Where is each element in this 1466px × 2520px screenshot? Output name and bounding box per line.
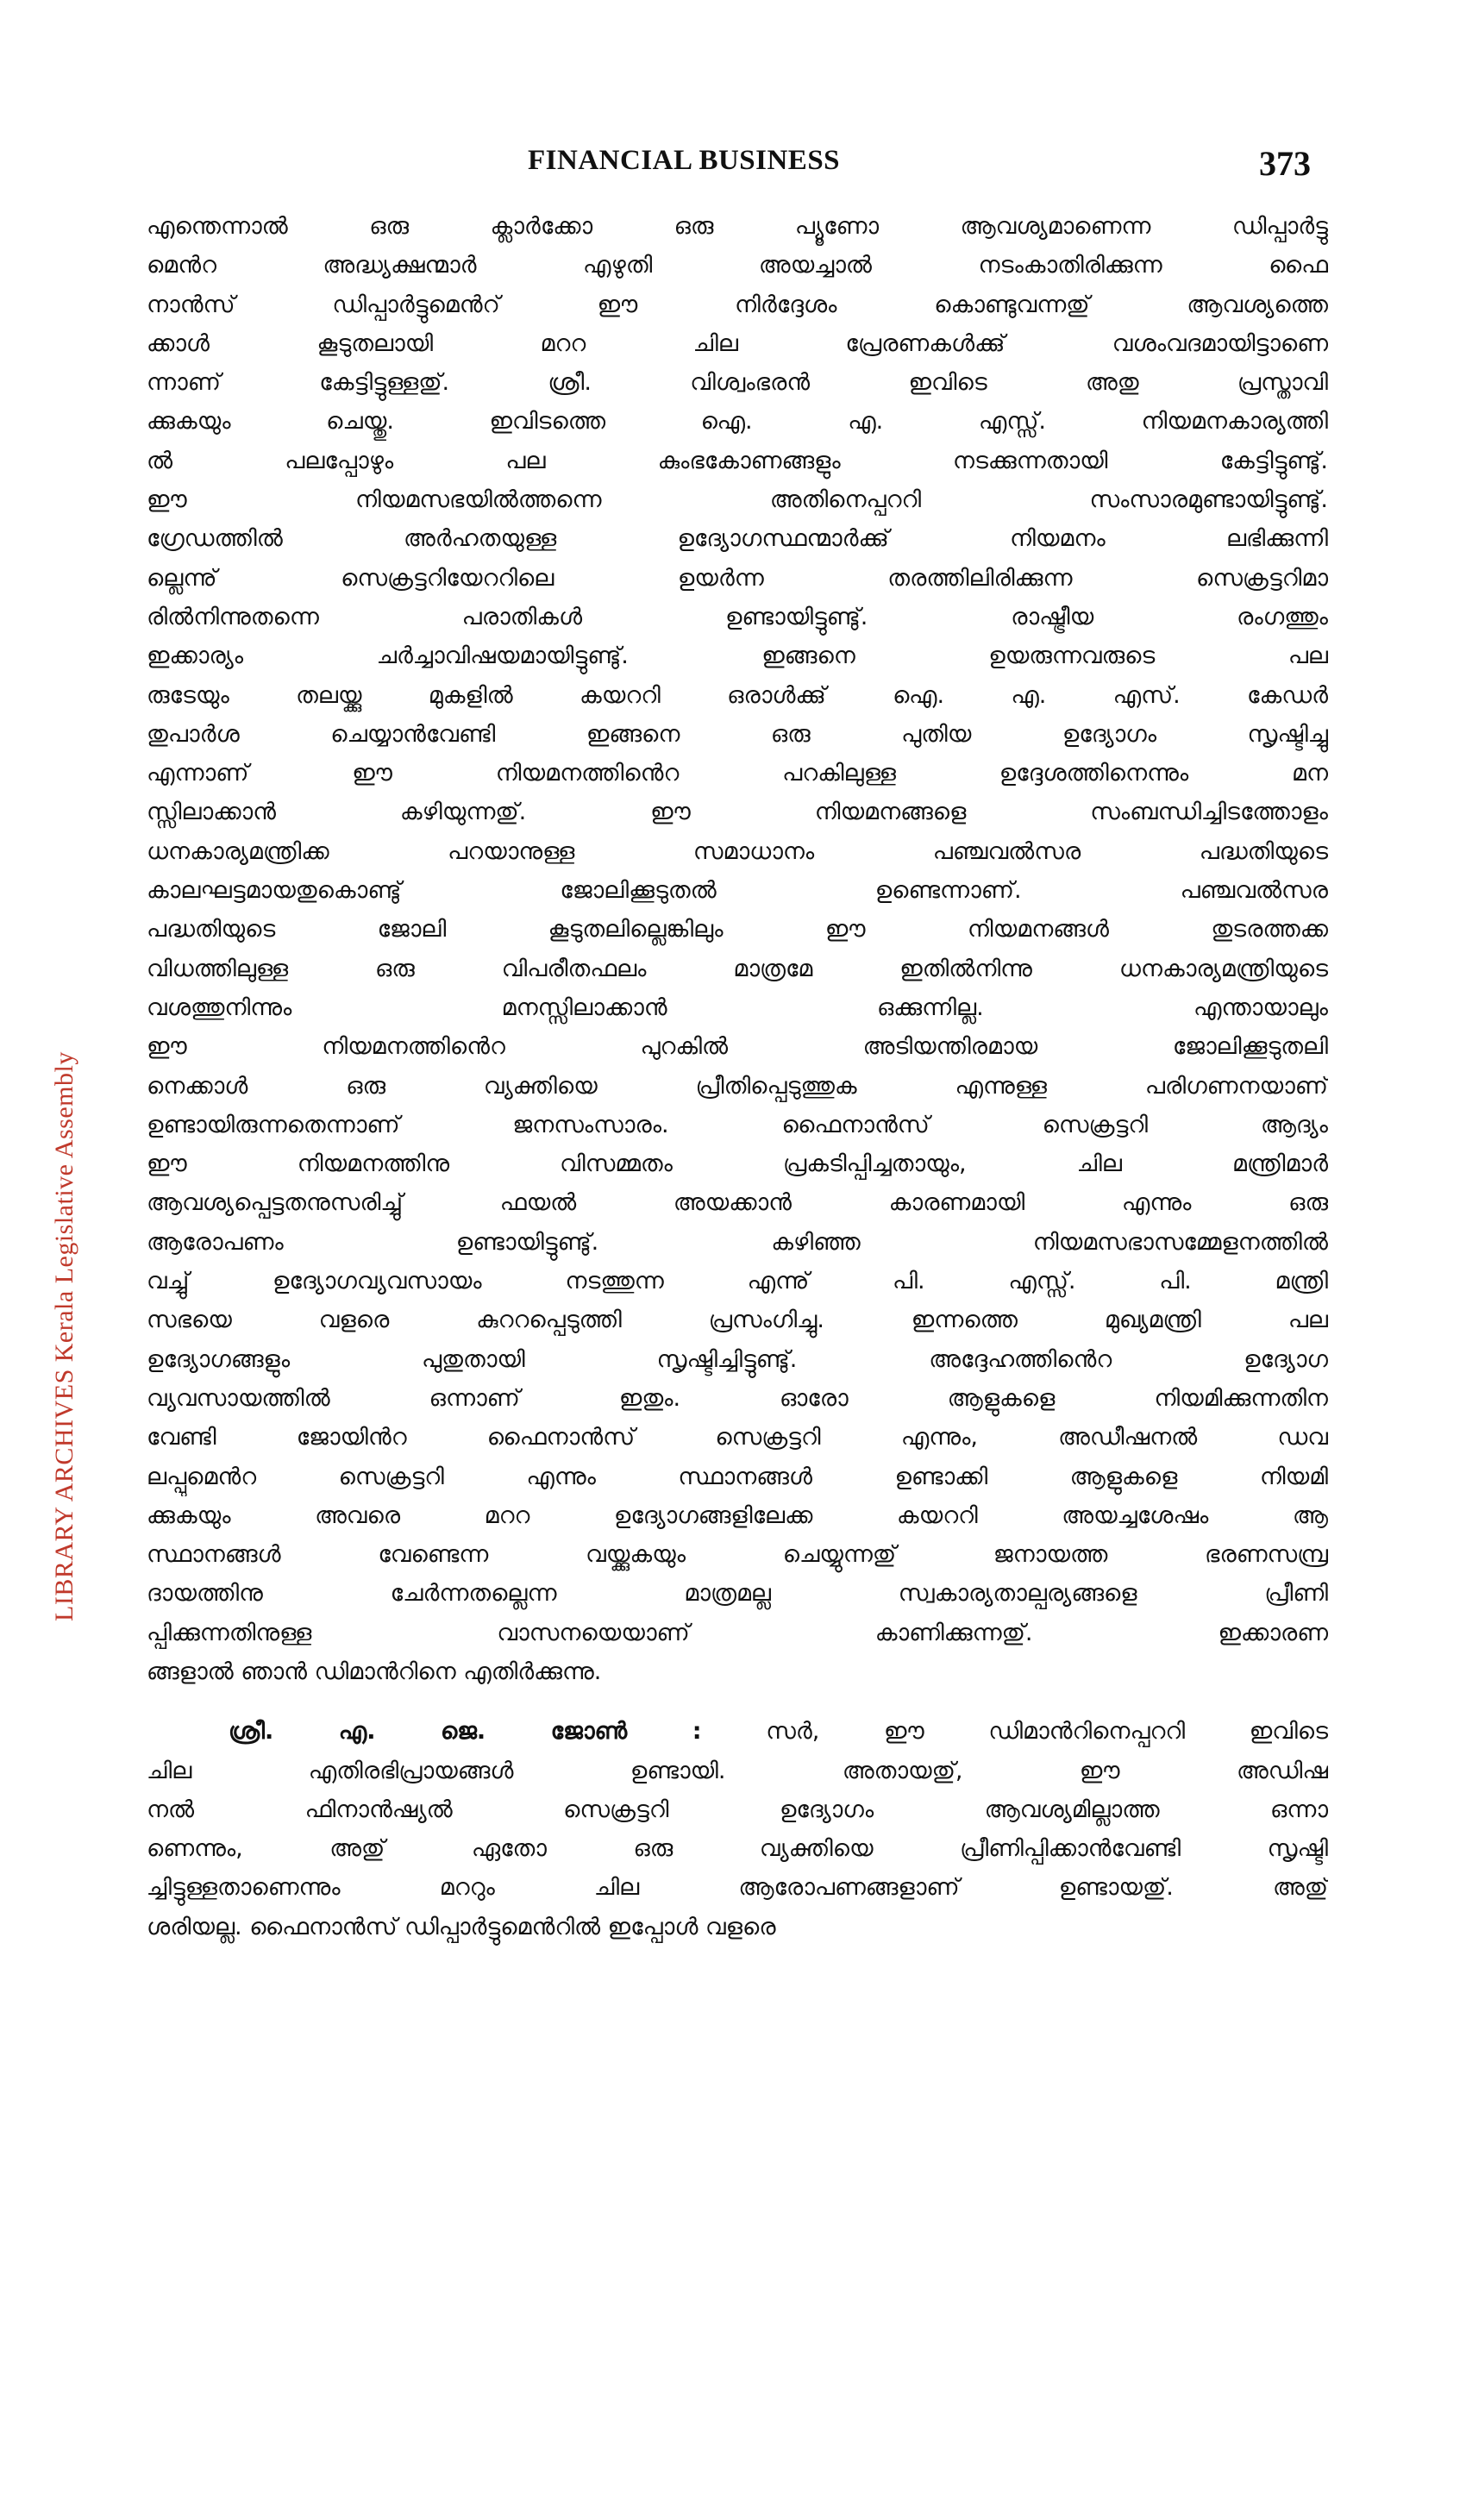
text-line: ണെന്നും, അതു് ഏതോ ഒരു വ്യക്തിയെ പ്രീണിപ്പിക്കാൻവേണ്ടി സൃഷ്ടി	[147, 1835, 1328, 1863]
text-line: സഭയെ വളരെ കുററപ്പെടുത്തി പ്രസംഗിച്ചു. ഇന്നത്തെ മുഖ്യമന്ത്രി പല	[147, 1307, 1328, 1334]
text-line: വച്ചു് ഉദ്യോഗവ്യവസായം നടത്തുന്ന എന്നു് പി. എസ്സ്. പി. മന്ത്രി	[147, 1268, 1328, 1295]
paragraph-2	[147, 1712, 1328, 1946]
text-line: രുടേയും തലയ്ക്കു മുകളിൽ കയററി ഒരാൾക്കു് ഐ. എ. എസ്. കേഡർ	[147, 681, 1328, 709]
text-line: ല്ലെന്നു് സെക്രട്ടറിയേററിലെ ഉയർന്ന തരത്തിലിരിക്കുന്ന സെക്രട്ടറിമാ	[147, 564, 1328, 592]
text-line: പ്പിക്കുന്നതിനുള്ള വാസനയെയാണ് കാണിക്കുന്നതു്. ഇക്കാരണ	[147, 1619, 1328, 1646]
archive-watermark: LIBRARY ARCHIVES Kerala Legislative Assembly	[50, 1051, 78, 1621]
page-number: 373	[1259, 144, 1311, 183]
text-line: കാലഘട്ടമായതുകൊണ്ടു് ജോലിക്കൂടുതൽ ഉണ്ടെന്നാണ്. പഞ്ചവൽസര	[147, 877, 1328, 905]
text-line: ക്കാൾ കൂടുതലായി മററ ചില പ്രേരണകൾക്കു് വശംവദമായിട്ടാണെ	[147, 329, 1328, 357]
paragraph-1	[147, 207, 1328, 1691]
text-line: വശത്തുനിന്നും മനസ്സിലാക്കാൻ ഒക്കുന്നില്ല. എന്തായാലും	[147, 994, 1328, 1021]
text-line: നൽ ഫിനാൻഷ്യൽ സെക്രട്ടറി ഉദ്യോഗം ആവശ്യമില്ലാത്ത ഒന്നാ	[147, 1796, 1328, 1823]
header-title: FINANCIAL BUSINESS	[528, 145, 841, 176]
text-line: ന്നാണ് കേട്ടിട്ടുള്ളതു്. ശ്രീ. വിശ്വംഭരൻ ഇവിടെ അതു പ്രസ്താവി	[147, 369, 1328, 397]
text-line: വിധത്തിലുള്ള ഒരു വിപരീതഫലം മാത്രമേ ഇതിൽനിന്നു ധനകാര്യമന്ത്രിയുടെ	[147, 955, 1328, 982]
speaker-opening: സർ, ഈ ഡിമാൻറിനെപ്പററി ഇവിടെ	[766, 1718, 1328, 1746]
text-line: ശരിയല്ല. ഫൈനാൻസ് ഡിപ്പാർട്ടുമെൻറിൽ ഇപ്പോൾ വളരെ	[147, 1913, 776, 1940]
text-line: ഗ്രേഡത്തിൽ അർഹതയുള്ള ഉദ്യോഗസ്ഥന്മാർക്കു് നിയമനം ലഭിക്കുന്നി	[147, 525, 1328, 553]
text-line: ലപ്പുമെൻറ സെക്രട്ടറി എന്നും സ്ഥാനങ്ങൾ ഉണ്ടാക്കി ആളുകളെ നിയമി	[147, 1463, 1328, 1490]
text-line: ഈ നിയമനത്തിൻെറ പുറകിൽ അടിയന്തിരമായ ജോലിക്കൂടുതലി	[147, 1033, 1328, 1061]
text-line: നാൻസ് ഡിപ്പാർട്ടുമെൻറ് ഈ നിർദ്ദേശം കൊണ്ടുവന്നതു് ആവശ്യത്തെ	[147, 291, 1328, 318]
text-line: പദ്ധതിയുടെ ജോലി കൂടുതലില്ലെങ്കിലും ഈ നിയമനങ്ങൾ തുടരത്തക്ക	[147, 916, 1328, 943]
text-line: ഈ നിയമസഭയിൽത്തന്നെ അതിനെപ്പററി സംസാരമുണ്ടായിട്ടുണ്ടു്.	[147, 486, 1328, 514]
text-line: വേണ്ടി ജോയിൻറ ഫൈനാൻസ് സെക്രട്ടറി എന്നും, അഡീഷനൽ ഡവ	[147, 1424, 1328, 1451]
text-line: ആരോപണം ഉണ്ടായിട്ടുണ്ടു്. കഴിഞ്ഞ നിയമസഭാസമ്മേളനത്തിൽ	[147, 1228, 1328, 1256]
text-line: ഉദ്യോഗങ്ങളും പുതുതായി സൃഷ്ടിച്ചിട്ടുണ്ടു്. അദ്ദേഹത്തിൻെറ ഉദ്യോഗ	[147, 1345, 1328, 1373]
text-line: എന്തെന്നാൽ ഒരു ക്ലാർക്കോ ഒരു പ്യൂണോ ആവശ്യമാണെന്ന ഡിപ്പാർട്ടു	[147, 213, 1328, 240]
text-line: തുപാർശ ചെയ്യാൻവേണ്ടി ഇങ്ങനെ ഒരു പുതിയ ഉദ്യോഗം സൃഷ്ടിച്ചു	[147, 720, 1328, 748]
text-line: മെൻറ അദ്ധ്യക്ഷന്മാർ എഴുതി അയച്ചാൽ നടംകാതിരിക്കുന്ന ഫൈ	[147, 252, 1328, 279]
text-line: സ്ഥാനങ്ങൾ വേണ്ടെന്ന വയ്ക്കുകയും ചെയ്യുന്നതു് ജനായത്ത ഭരണസമ്പ്ര	[147, 1541, 1328, 1569]
text-line: ഇക്കാര്യം ചർച്ചാവിഷയമായിട്ടുണ്ടു്. ഇങ്ങനെ ഉയരുന്നവരുടെ പല	[147, 643, 1328, 670]
speaker-name: ശ്രീ. എ. ജെ. ജോൺ :	[229, 1718, 702, 1746]
running-header	[0, 145, 1466, 197]
text-line: ച്ചിട്ടുള്ളതാണെന്നും മററും ചില ആരോപണങ്ങളാണ് ഉണ്ടായതു്. അതു്	[147, 1874, 1328, 1902]
body-text	[147, 207, 1328, 1946]
text-line: ചില എതിരഭിപ്രായങ്ങൾ ഉണ്ടായി. അതായതു്, ഈ അഡിഷ	[147, 1757, 1328, 1784]
text-line: ക്കുകയും ചെയ്തു. ഇവിടത്തെ ഐ. എ. എസ്സ്. നിയമനകാര്യത്തി	[147, 408, 1328, 436]
text-line: ദായത്തിനു ചേർന്നതല്ലെന്ന മാത്രമല്ല സ്വകാര്യതാല്പര്യങ്ങളെ പ്രീണി	[147, 1580, 1328, 1608]
text-line: ആവശ്യപ്പെട്ടതനുസരിച്ചു് ഫയൽ അയക്കാൻ കാരണമായി എന്നും ഒരു	[147, 1189, 1328, 1217]
text-line: നെക്കാൾ ഒരു വ്യക്തിയെ പ്രീതിപ്പെടുത്തുക എന്നുള്ള പരിഗണനയാണ്	[147, 1072, 1328, 1100]
text-line: ഉണ്ടായിരുന്നതെന്നാണ് ജനസംസാരം. ഫൈനാൻസ് സെക്രട്ടറി ആദ്യം	[147, 1111, 1328, 1138]
text-line: വ്യവസായത്തിൽ ഒന്നാണ് ഇതും. ഓരോ ആളുകളെ നിയമിക്കുന്നതിന	[147, 1384, 1328, 1412]
text-line: രിൽനിന്നുതന്നെ പരാതികൾ ഉണ്ടായിട്ടുണ്ടു്. രാഷ്ട്രീയ രംഗത്തും	[147, 603, 1328, 630]
text-line	[147, 1712, 1328, 1751]
text-line: ഈ നിയമനത്തിനു വിസമ്മതം പ്രകടിപ്പിച്ചതായും, ചില മന്ത്രിമാർ	[147, 1150, 1328, 1178]
text-line: ധനകാര്യമന്ത്രിക്ക പറയാനുള്ള സമാധാനം പഞ്ചവൽസര പദ്ധതിയുടെ	[147, 837, 1328, 865]
text-line: സ്സിലാക്കാൻ കഴിയുന്നതു്. ഈ നിയമനങ്ങളെ സംബന്ധിച്ചിടത്തോളം	[147, 799, 1328, 826]
text-line: ൽ പലപ്പോഴും പല കുംഭകോണങ്ങളും നടക്കുന്നതായി കേട്ടിട്ടുണ്ടു്.	[147, 447, 1328, 474]
text-line: ക്കുകയും അവരെ മററ ഉദ്യോഗങ്ങളിലേക്ക കയററി അയച്ചശേഷം ആ	[147, 1501, 1328, 1529]
text-line: എന്നാണ് ഈ നിയമനത്തിൻെറ പറകിലുള്ള ഉദ്ദേശത്തിനെന്നും മന	[147, 760, 1328, 787]
text-line: ങ്ങളാൽ ഞാൻ ഡിമാൻറിനെ എതിർക്കുന്നു.	[147, 1658, 602, 1685]
